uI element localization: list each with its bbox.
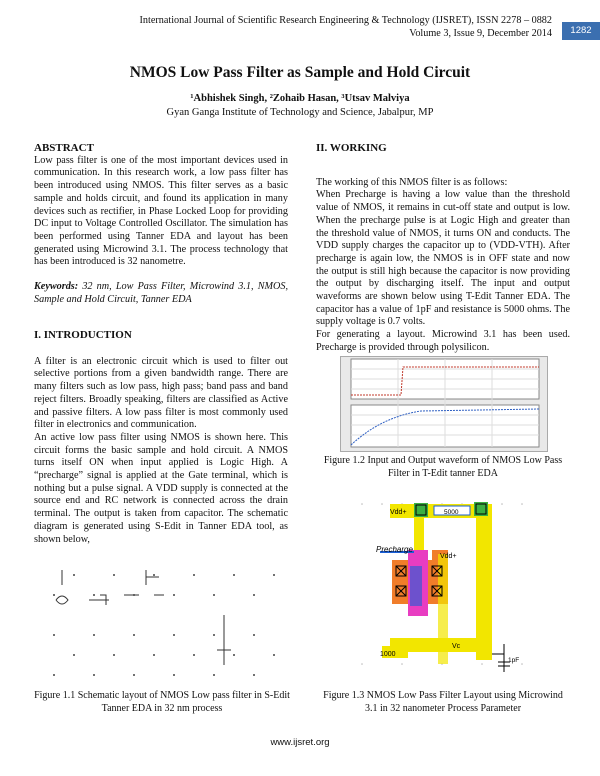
journal-header [82, 14, 552, 40]
figure-1-3-caption: Figure 1.3 NMOS Low Pass Filter Layout using Microwind 3.1 in 32 nanometer Process Parameter [323, 690, 563, 714]
abstract-section [34, 142, 288, 306]
schematic-drawing [34, 555, 290, 685]
layout-label-1000: 1000 [380, 651, 396, 658]
abstract-text: Low pass filter is one of the most important devices used in communication. In this research work, a low pass filter has been introduced using NMOS. This filter serves as a basic sample and holds circuit, and found its application in many devices such as rectifier, in Phase Locked Loop for providing DC input to Voltage Controlled Oscillator. The simulation has been performed using Tanner EDA and layout has been generated using Microwind 3.1. The process technology that has been introduced is 32 nanometre. [34, 154, 288, 268]
keywords-label: Keywords: [34, 281, 79, 293]
intro-paragraph-1: A filter is an electronic circuit which is used to filter out selective portions from a given bandwidth range. There are many filters such as low pass, high pass; band pass and band reject filters. Broadly speaking, filters are classified as Active and passive filters. A low pass filter is most commonly used filter in electronics and communication. [34, 355, 288, 431]
page-number-badge: 1282 [562, 22, 600, 40]
figure-1-3-layout [352, 494, 540, 676]
layout-label-vc: Vc [452, 643, 461, 650]
paper-title: NMOS Low Pass Filter as Sample and Hold Circuit [129, 64, 471, 81]
figure-1-2-caption: Figure 1.2 Input and Output waveform of NMOS Low Pass Filter in T-Edit tanner EDA [323, 455, 563, 479]
introduction-heading: I. INTRODUCTION [34, 329, 132, 341]
keywords-text: 32 nm, Low Pass Filter, Microwind 3.1, NMOS, Sample and Hold Circuit, Tanner EDA [34, 281, 288, 305]
authors: ¹Abhishek Singh, ²Zohaib Hasan, ³Utsav Malviya [190, 93, 410, 104]
working-paragraph-1: The working of this NMOS filter is as follows: [316, 176, 508, 188]
working-heading: II. WORKING [316, 142, 387, 154]
affiliation: Gyan Ganga Institute of Technology and Science, Jabalpur, MP [166, 107, 434, 118]
abstract-heading: ABSTRACT [34, 142, 94, 154]
layout-label-vdd-right: Vdd+ [440, 553, 457, 560]
figure-1-2-waveform [340, 356, 548, 452]
working-paragraph-2: When Precharge is having a low value than the threshold value of NMOS, it remains in cut-off state and output is low. When the precharge pulse is at Logic High and greater than the threshold value of NMOS, it turns ON and conducts. The VDD supply charges the capacitor up to (VDD-VTH). After precharge is again low, the NMOS is in OFF state and now the output is still high because the capacitor is now providing the output by discharging itself. The input and output waveforms are shown below using T-Edit Tanner EDA. The capacitor has a value of 1pF and resistance is 5000 ohms. The supply voltage is 0.7 volts. [316, 189, 570, 328]
journal-volume: Volume 3, Issue 9, December 2014 [409, 28, 552, 39]
working-paragraph-3: For generating a layout. Microwind 3.1 has been used. Precharge is provided through polysilicon. [316, 329, 570, 353]
layout-label-capacitance: 1pF [508, 657, 520, 664]
layout-label-resistor: 5000 [444, 509, 459, 516]
layout-drawing [352, 494, 540, 676]
layout-label-vdd-top: Vdd+ [390, 509, 407, 516]
intro-paragraph-2: An active low pass filter using NMOS is shown here. This circuit forms the basic sample and hold circuit. A NMOS turns itself ON when input applied is Logic High. A “precharge” signal is applied at the Gate terminal, which is nothing but a pulse signal. A VDD supply is connected at the source end and RC network is connected across the drain terminal. The output is taken from capacitor. The schematic diagram is generated using S-Edit in Tanner EDA tool, as shown below, [34, 431, 288, 545]
figure-1-1-caption: Figure 1.1 Schematic layout of NMOS Low pass filter in S-Edit Tanner EDA in 32 nm process [34, 690, 290, 714]
waveform-plot [341, 357, 547, 451]
working-section [316, 142, 570, 355]
footer-url: www.ijsret.org [270, 737, 330, 748]
introduction-section [34, 329, 288, 546]
keywords [34, 281, 288, 306]
figure-1-1-schematic [34, 555, 290, 685]
layout-label-precharge: Precharge [376, 545, 413, 554]
journal-name: International Journal of Scientific Research Engineering & Technology (IJSRET), ISSN 2278 – 0882 [139, 15, 552, 26]
